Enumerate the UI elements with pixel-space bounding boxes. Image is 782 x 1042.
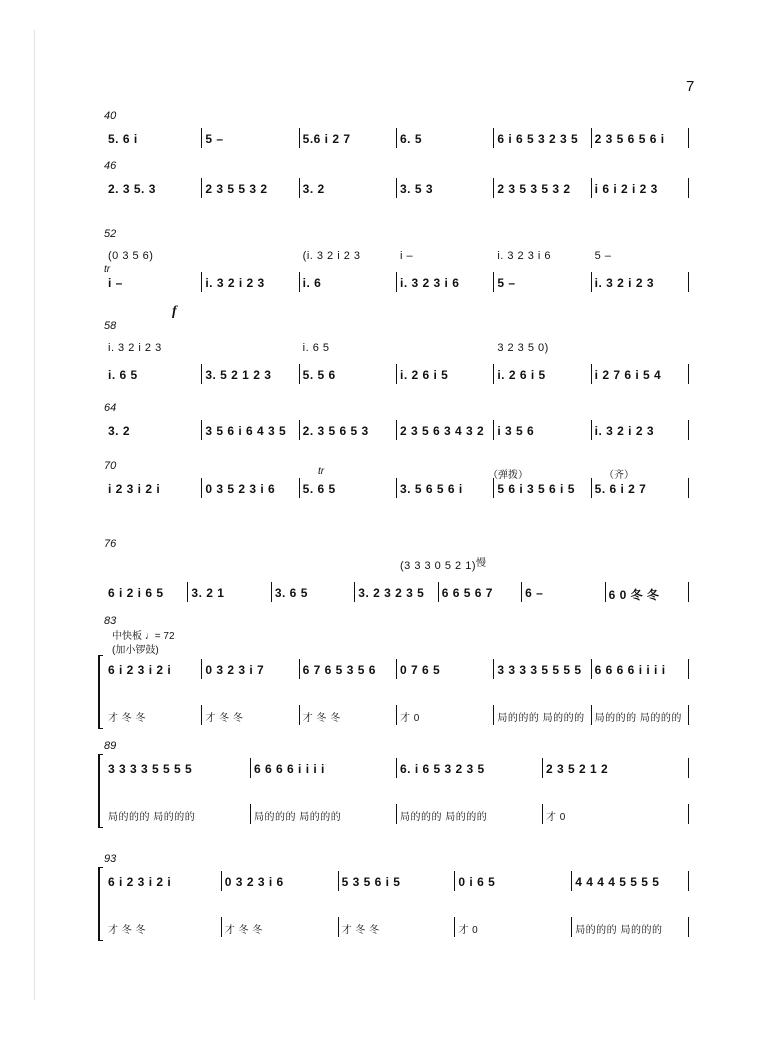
measure-notes: i. 2 6 i 5 [400, 368, 449, 382]
barline [299, 272, 300, 292]
barline [688, 364, 689, 384]
measure-notes: i – [108, 276, 123, 290]
barline [438, 582, 439, 602]
measure-notes: 6 6 5 6 7 [441, 586, 493, 600]
measure-number: 70 [104, 460, 117, 472]
measure-notes: i. 3 2 i 2 3 [205, 276, 265, 290]
measure-notes: 3. 2 [108, 424, 131, 438]
measure-notes: 局的的的 局的的的 [254, 812, 342, 823]
measure-notes: 5. 6 i [108, 132, 138, 146]
barline [688, 804, 689, 824]
upper-line [98, 560, 694, 580]
barline [493, 364, 494, 384]
barline [688, 705, 689, 725]
measure-notes: 5 6 i 3 5 6 i 5 [497, 482, 575, 496]
barline [201, 364, 202, 384]
barline [688, 917, 689, 937]
barline [605, 582, 606, 602]
melody-line [98, 276, 694, 296]
melody-line [98, 762, 694, 782]
measure-number: 76 [104, 538, 117, 550]
barline [299, 178, 300, 198]
measure-notes: 0 3 2 3 i 6 [224, 875, 284, 889]
measure-notes: 5.6 i 2 7 [302, 132, 351, 146]
measure-notes: i. 6 5 [302, 342, 330, 354]
barline [201, 659, 202, 679]
measure-notes: 6 i 2 3 i 2 i [108, 875, 172, 889]
melody-line [98, 875, 694, 895]
measure-notes: 2 3 5 3 5 3 2 [497, 182, 571, 196]
measure-notes: 2 3 5 2 1 2 [546, 762, 609, 776]
barline [201, 272, 202, 292]
barline [591, 659, 592, 679]
measure-notes: 6. i 6 5 3 2 3 5 [400, 762, 485, 776]
measure-notes: 0 3 5 2 3 i 6 [205, 482, 276, 496]
measure-notes: 6 i 2 i 6 5 [108, 586, 164, 600]
barline [299, 705, 300, 725]
measure-notes: 3. 5 6 5 6 i [400, 482, 463, 496]
measure-notes: 才 冬 冬 [205, 713, 244, 724]
barline [571, 917, 572, 937]
barline [354, 582, 355, 602]
barline [571, 871, 572, 891]
measure-notes: i. 6 [302, 276, 322, 290]
measure-notes: 5 – [497, 276, 516, 290]
barline [688, 478, 689, 498]
measure-notes: 局的的的 局的的的 [575, 925, 663, 936]
barline [201, 128, 202, 148]
barline [299, 420, 300, 440]
barline [396, 758, 397, 778]
measure-notes: 3. 2 1 [191, 586, 225, 600]
measure-notes: 2 3 5 6 5 6 i [594, 132, 665, 146]
measure-notes: i 2 7 6 i 5 4 [594, 368, 662, 382]
page-margin-line [34, 30, 35, 1000]
melody-line [98, 182, 694, 202]
barline [299, 128, 300, 148]
barline [688, 758, 689, 778]
barline [591, 128, 592, 148]
trill-mark: tr [318, 466, 325, 477]
measure-notes: 3 2 3 5 0) [497, 342, 549, 354]
measure-notes: 3 5 6 i 6 4 3 5 [205, 424, 287, 438]
tempo-marking: 中快板 ♩= 72 [112, 631, 175, 642]
barline [493, 659, 494, 679]
barline [396, 420, 397, 440]
measure-notes: 6 6 6 6 i i i i [254, 762, 325, 776]
trill-mark: tr [104, 264, 111, 275]
barline [493, 178, 494, 198]
barline [454, 917, 455, 937]
measure-notes: i. 6 5 [108, 368, 138, 382]
barline [688, 871, 689, 891]
barline [250, 804, 251, 824]
upper-line [98, 250, 694, 270]
measure-notes: 才 0 [400, 713, 420, 724]
barline [454, 871, 455, 891]
measure-notes: 3. 6 5 [274, 586, 308, 600]
measure-notes: 3 3 3 3 5 5 5 5 [108, 762, 193, 776]
measure-notes: 0 i 6 5 [458, 875, 496, 889]
page-number: 7 [686, 78, 695, 95]
barline [201, 420, 202, 440]
barline [250, 758, 251, 778]
measure-notes: i. 3 2 i 2 3 [108, 342, 162, 354]
measure-notes: 才 冬 冬 [108, 713, 147, 724]
barline [493, 705, 494, 725]
measure-notes: (0 3 5 6) [108, 250, 154, 262]
measure-notes: i 6 i 2 i 2 3 [594, 182, 658, 196]
barline [521, 582, 522, 602]
barline [396, 705, 397, 725]
measure-notes: i. 3 2 3 i 6 [400, 276, 460, 290]
measure-notes: 5. 6 i 2 7 [594, 482, 647, 496]
performance-note: (加小锣鼓) [112, 645, 159, 656]
measure-notes: 3. 2 3 2 3 5 [358, 586, 425, 600]
measure-notes: 0 3 2 3 i 7 [205, 663, 265, 677]
measure-notes: 才 冬 冬 [224, 925, 263, 936]
measure-notes: 6 7 6 5 3 5 6 [302, 663, 376, 677]
measure-notes: 6 i 2 3 i 2 i [108, 663, 172, 677]
instrument-annotation: （弹拨） [488, 470, 528, 481]
measure-notes: 3. 2 [302, 182, 325, 196]
barline [591, 478, 592, 498]
measure-notes: 才 0 [458, 925, 479, 936]
barline [688, 128, 689, 148]
barline [493, 420, 494, 440]
measure-notes: 5. 5 6 [302, 368, 336, 382]
measure-notes: i. 2 6 i 5 [497, 368, 546, 382]
measure-number: 89 [104, 740, 117, 752]
measure-notes: 2. 3 5 6 5 3 [302, 424, 369, 438]
barline [221, 871, 222, 891]
barline [396, 364, 397, 384]
measure-number: 52 [104, 228, 117, 240]
measure-notes: 才 冬 冬 [341, 925, 380, 936]
dynamic-mark: f [172, 304, 177, 319]
barline [299, 364, 300, 384]
measure-notes: 5 – [594, 250, 612, 262]
measure-notes: 3. 5 3 [400, 182, 434, 196]
measure-notes: i 3 5 6 [497, 424, 535, 438]
barline [542, 758, 543, 778]
measure-notes: (3 3 3 0 5 2 1) [400, 560, 476, 572]
barline [396, 804, 397, 824]
barline [591, 705, 592, 725]
barline [396, 128, 397, 148]
measure-notes: 局的的的 局的的的 [108, 812, 196, 823]
measure-number: 46 [104, 160, 117, 172]
measure-notes: 局的的的 局的的的 [594, 713, 682, 724]
measure-notes: 局的的的 局的的的 [400, 812, 488, 823]
barline [338, 917, 339, 937]
measure-number: 58 [104, 320, 117, 332]
measure-notes: 6 – [525, 586, 544, 600]
instrument-annotation: （齐） [604, 470, 634, 481]
barline [688, 659, 689, 679]
measure-notes: i. 3 2 3 i 6 [497, 250, 552, 262]
measure-notes: 3. 5 2 1 2 3 [205, 368, 272, 382]
barline [201, 178, 202, 198]
upper-line [98, 342, 694, 362]
barline [591, 178, 592, 198]
measure-notes: 6 6 6 6 i i i i [594, 663, 666, 677]
percussion-line [98, 709, 694, 729]
measure-notes: 2 3 5 6 3 4 3 2 [400, 424, 485, 438]
measure-notes: i. 3 2 i 2 3 [594, 276, 655, 290]
measure-notes: 局的的的 局的的的 [497, 713, 585, 724]
barline [299, 659, 300, 679]
measure-notes: 5 3 5 6 i 5 [341, 875, 401, 889]
measure-notes: 6 0 冬 冬 [608, 588, 660, 602]
barline [688, 420, 689, 440]
measure-notes: i 2 3 i 2 i [108, 482, 161, 496]
measure-notes: 6 i 6 5 3 2 3 5 [497, 132, 579, 146]
melody-line [98, 368, 694, 388]
barline [493, 478, 494, 498]
measure-notes: 3 3 3 3 5 5 5 5 [497, 663, 582, 677]
melody-line [98, 663, 694, 683]
percussion-line [98, 808, 694, 828]
barline [299, 478, 300, 498]
barline [396, 478, 397, 498]
barline [493, 128, 494, 148]
barline [688, 582, 689, 602]
melody-line [98, 132, 694, 152]
measure-notes: i – [400, 250, 414, 262]
barline [271, 582, 272, 602]
melody-line [98, 482, 694, 502]
barline [493, 272, 494, 292]
melody-line [98, 586, 694, 606]
barline [688, 272, 689, 292]
barline [396, 272, 397, 292]
barline [591, 364, 592, 384]
measure-notes: 才 冬 冬 [302, 713, 341, 724]
percussion-line [98, 921, 694, 941]
barline [338, 871, 339, 891]
measure-number: 40 [104, 110, 117, 122]
barline [221, 917, 222, 937]
measure-notes: i. 3 2 i 2 3 [594, 424, 655, 438]
measure-notes: 5 – [205, 132, 224, 146]
measure-notes: 才 0 [546, 812, 566, 823]
barline [201, 705, 202, 725]
measure-number: 64 [104, 402, 117, 414]
measure-notes: 2 3 5 5 3 2 [205, 182, 268, 196]
measure-notes: (i. 3 2 i 2 3 [302, 250, 361, 262]
measure-notes: 4 4 4 4 5 5 5 5 [575, 875, 660, 889]
barline [396, 659, 397, 679]
barline [591, 420, 592, 440]
measure-notes: 才 冬 冬 [108, 925, 147, 936]
barline [688, 178, 689, 198]
barline [396, 178, 397, 198]
measure-number: 93 [104, 853, 117, 865]
barline [542, 804, 543, 824]
measure-number: 83 [104, 615, 117, 627]
tempo-slow-mark: 慢 [476, 558, 486, 569]
measure-notes: 2. 3 5. 3 [108, 182, 156, 196]
measure-notes: 6. 5 [400, 132, 423, 146]
measure-notes: 5. 6 5 [302, 482, 336, 496]
barline [187, 582, 188, 602]
barline [591, 272, 592, 292]
barline [201, 478, 202, 498]
melody-line [98, 424, 694, 444]
measure-notes: 0 7 6 5 [400, 663, 441, 677]
